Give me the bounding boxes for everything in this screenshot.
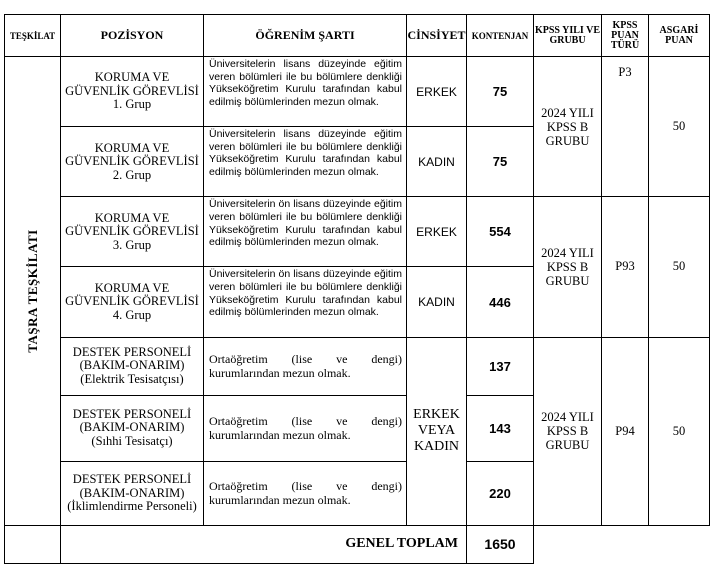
min-score-cell: 50	[649, 57, 710, 197]
position-group: 1. Grup	[112, 97, 152, 112]
gender-cell: KADIN	[407, 267, 467, 337]
header-cinsiyet: CİNSİYET	[407, 15, 467, 57]
kpss-group-cell: 2024 YILI KPSS B GRUBU	[534, 57, 602, 197]
gender-cell: ERKEK VEYA KADIN	[407, 337, 467, 525]
requirement-cell	[204, 127, 407, 197]
position-group: (Sıhhi Tesisatçı)	[91, 433, 173, 448]
score-type-cell: P94	[602, 337, 649, 525]
total-spacer	[5, 525, 61, 563]
position-group: (İklimlendirme Personeli)	[67, 499, 197, 514]
gender-cell: KADIN	[407, 127, 467, 197]
requirement-text: Ortaöğretim (lise ve dengi) kurumlarından mezun olmak.	[209, 479, 402, 508]
position-cell	[61, 57, 204, 127]
position-group: (Elektrik Tesisatçısı)	[80, 371, 184, 386]
position-cell	[61, 267, 204, 337]
teskilat-cell	[5, 57, 61, 526]
table-row	[5, 197, 710, 267]
gender-cell: ERKEK	[407, 57, 467, 127]
quota-cell: 75	[467, 127, 534, 197]
positions-table	[4, 14, 710, 564]
position-title: KORUMA VE GÜVENLİK GÖREVLİSİ	[65, 210, 199, 239]
position-title: KORUMA VE GÜVENLİK GÖREVLİSİ	[65, 70, 199, 98]
position-title: KORUMA VE GÜVENLİK GÖREVLİSİ	[65, 140, 199, 168]
position-title: DESTEK PERSONELİ (BAKIM-ONARIM)	[72, 406, 192, 435]
position-cell	[61, 337, 204, 395]
score-type-cell: P3	[602, 57, 649, 197]
header-teskilat: TEŞKİLAT	[5, 15, 61, 57]
requirement-text: Üniversitelerin ön lisans düzeyinde eğitim veren bölümleri ile bu bölümlere denkliği Yükseköğretim Kurulu tarafından kabul edilmiş bölümlerinden mezun olmak.	[209, 268, 402, 319]
requirement-cell	[204, 395, 407, 461]
table-row	[5, 57, 710, 127]
requirement-cell	[204, 337, 407, 395]
position-title: DESTEK PERSONELİ (BAKIM-ONARIM)	[72, 344, 192, 373]
score-type-cell: P93	[602, 197, 649, 337]
table-row	[5, 337, 710, 395]
position-cell	[61, 395, 204, 461]
header-ogrenim: ÖĞRENİM ŞARTI	[204, 15, 407, 57]
quota-cell: 75	[467, 57, 534, 127]
header-kontenjan: KONTENJAN	[467, 15, 534, 57]
position-group: 3. Grup	[112, 237, 152, 252]
teskilat-name: TAŞRA TEŞKİLATI	[24, 229, 40, 353]
total-row	[5, 525, 710, 563]
gender-cell: ERKEK	[407, 197, 467, 267]
requirement-cell	[204, 197, 407, 267]
quota-cell: 446	[467, 267, 534, 337]
position-cell	[61, 127, 204, 197]
quota-cell: 220	[467, 461, 534, 525]
quota-cell: 143	[467, 395, 534, 461]
header-kpss-yili: KPSS YILI VE GRUBU	[534, 15, 602, 57]
header-asgari: ASGARİ PUAN	[649, 15, 710, 57]
kpss-group-cell: 2024 YILI KPSS B GRUBU	[534, 197, 602, 337]
total-empty	[534, 525, 710, 563]
kpss-group-cell: 2024 YILI KPSS B GRUBU	[534, 337, 602, 525]
requirement-text: Üniversitelerin lisans düzeyinde eğitim veren bölümleri ile bu bölümlere denkliği Yükseköğretim Kurulu tarafından kabul edilmiş bölümlerinden mezun olmak.	[209, 58, 402, 108]
total-value: 1650	[467, 525, 534, 563]
header-kpss-puan: KPSS PUAN TÜRÜ	[602, 15, 649, 57]
position-title: KORUMA VE GÜVENLİK GÖREVLİSİ	[65, 280, 199, 309]
position-group: 2. Grup	[112, 167, 152, 182]
total-label: GENEL TOPLAM	[61, 525, 467, 563]
quota-cell: 137	[467, 337, 534, 395]
requirement-text: Üniversitelerin ön lisans düzeyinde eğitim veren bölümleri ile bu bölümlere denkliği Yükseköğretim Kurulu tarafından kabul edilmiş bölümlerinden mezun olmak.	[209, 198, 402, 249]
requirement-cell	[204, 267, 407, 337]
requirement-cell	[204, 57, 407, 127]
position-cell	[61, 461, 204, 525]
quota-cell: 554	[467, 197, 534, 267]
min-score-cell: 50	[649, 197, 710, 337]
header-row	[5, 15, 710, 57]
requirement-text: Ortaöğretim (lise ve dengi) kurumlarından mezun olmak.	[209, 414, 402, 443]
requirement-text: Üniversitelerin lisans düzeyinde eğitim veren bölümleri ile bu bölümlere denkliği Yükseköğretim Kurulu tarafından kabul edilmiş bölümlerinden mezun olmak.	[209, 128, 402, 178]
position-title: DESTEK PERSONELİ (BAKIM-ONARIM)	[72, 472, 192, 500]
header-pozisyon: POZİSYON	[61, 15, 204, 57]
position-cell	[61, 197, 204, 267]
requirement-text: Ortaöğretim (lise ve dengi) kurumlarından mezun olmak.	[209, 352, 402, 381]
position-group: 4. Grup	[112, 307, 152, 322]
requirement-cell	[204, 461, 407, 525]
min-score-cell: 50	[649, 337, 710, 525]
